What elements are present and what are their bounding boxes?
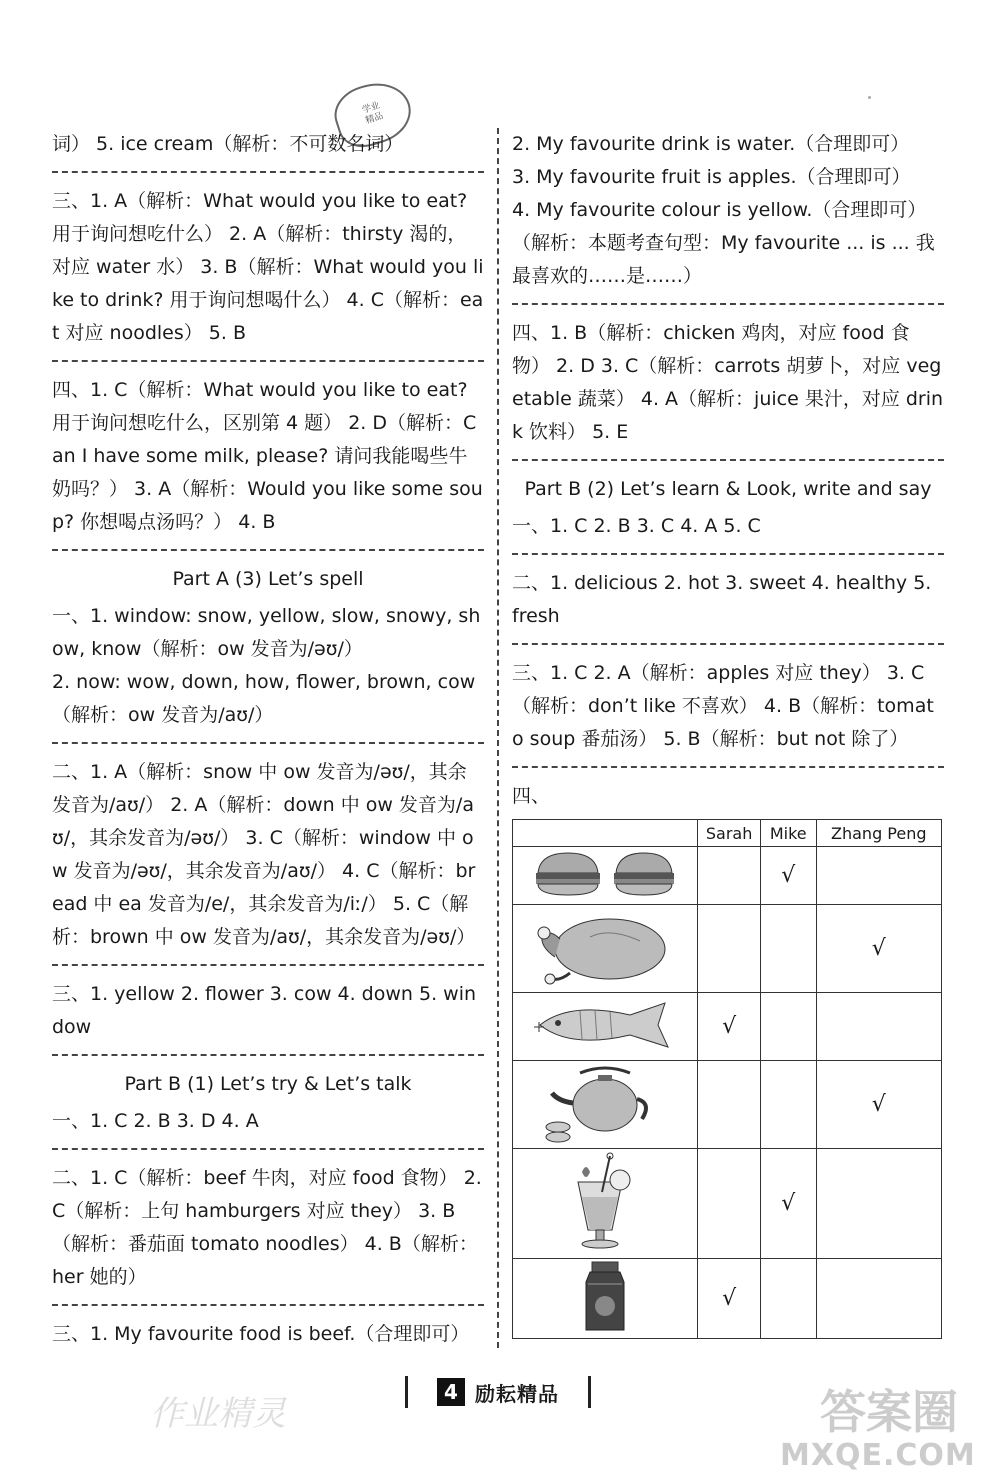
section-heading: Part B (2) Let’s learn & Look, write and say — [524, 478, 932, 500]
table-row — [513, 993, 942, 1061]
table-header-cell: Sarah — [698, 820, 761, 847]
answer-paragraph: 三、1. C 2. A（解析：apples 对应 they） 3. C（解析：don’t like 不喜欢） 4. B（解析：tomato soup 番茄汤） 5. B（解析：but not 除了） — [512, 662, 934, 750]
section-heading: Part B (1) Let’s try & Let’s talk — [124, 1073, 412, 1095]
watermark-right: 答案圈 — [820, 1385, 958, 1439]
answer-paragraph: 一、1. C 2. B 3. C 4. A 5. C — [512, 515, 761, 537]
dashed-separator — [52, 964, 484, 966]
dashed-separator — [52, 549, 484, 551]
answer-paragraph: 二、1. A（解析：snow 中 ow 发音为/əʊ/，其余发音为/aʊ/） 2. A（解析：down 中 ow 发音为/aʊ/，其余发音为/əʊ/） 3. C（解析：window 中 ow 发音为/əʊ/，其余发音为/aʊ/） 4. C（解析：bread 中 ea 发音为/e/，其余发音为/iː/） 5. C（解析：brown 中 ow 发音为/aʊ/，其余发音为/əʊ/） — [52, 761, 476, 948]
check-cell: √ — [698, 1259, 761, 1339]
check-cell — [698, 1061, 761, 1149]
check-cell — [698, 905, 761, 993]
check-cell: √ — [816, 905, 941, 993]
answer-paragraph: 一、1. C 2. B 3. D 4. A — [52, 1110, 259, 1132]
answer-paragraph: 3. My favourite fruit is apples.（合理即可） — [512, 166, 911, 188]
check-cell — [760, 1259, 816, 1339]
footer — [0, 1376, 1000, 1473]
check-cell — [760, 905, 816, 993]
answer-paragraph: 四、1. C（解析：What would you like to eat? 用于询问想吃什么，区别第 4 题） 2. D（解析：Can I have some milk, please? 请问我能喝些牛奶吗？） 3. A（解析：Would you like some soup? 你想喝点汤吗？） 4. B — [52, 379, 483, 533]
fish-icon — [513, 993, 698, 1061]
answer-paragraph: 二、1. delicious 2. hot 3. sweet 4. healthy 5. fresh — [512, 572, 932, 627]
check-cell: √ — [816, 1061, 941, 1149]
check-cell: √ — [760, 847, 816, 905]
check-cell — [816, 993, 941, 1061]
check-cell — [816, 1149, 941, 1259]
check-cell — [760, 993, 816, 1061]
answer-paragraph: 4. My favourite colour is yellow.（合理即可）（解析：本题考查句型：My favourite ... is ... 我最喜欢的……是……） — [512, 199, 935, 287]
check-cell — [816, 1259, 941, 1339]
check-cell — [698, 847, 761, 905]
table-row — [513, 1149, 942, 1259]
right-column — [512, 128, 944, 1339]
milk-bottle-icon — [513, 1259, 698, 1339]
dashed-separator — [512, 303, 944, 305]
table-row — [513, 1061, 942, 1149]
section-heading: Part A (3) Let’s spell — [172, 568, 364, 590]
dashed-separator — [512, 766, 944, 768]
answer-paragraph: 三、1. My favourite food is beef.（合理即可） — [52, 1323, 470, 1345]
answer-paragraph: 三、1. A（解析：What would you like to eat? 用于询问想吃什么） 2. A（解析：thirsty 渴的，对应 water 水） 3. B（解析：What would you like to drink? 用于询问想喝什么） 4. C（解析：eat 对应 noodles） 5. B — [52, 190, 484, 344]
dashed-separator — [512, 643, 944, 645]
table-row — [513, 847, 942, 905]
dashed-separator — [52, 171, 484, 173]
left-column — [52, 128, 484, 1351]
food-preference-table — [512, 819, 942, 1339]
column-divider — [497, 128, 499, 1348]
dashed-separator — [52, 1054, 484, 1056]
juice-glass-icon — [513, 1149, 698, 1259]
roast-chicken-icon — [513, 905, 698, 993]
check-cell — [698, 1149, 761, 1259]
check-cell: √ — [698, 993, 761, 1061]
dashed-separator — [512, 553, 944, 555]
dashed-separator — [52, 1148, 484, 1150]
answer-paragraph: 一、1. window: snow, yellow, slow, snowy, show, know（解析：ow 发音为/əʊ/） — [52, 605, 481, 660]
answer-paragraph: 2. now: wow, down, how, flower, brown, cow（解析：ow 发音为/aʊ/） — [52, 671, 476, 726]
table-header-cell: Mike — [760, 820, 816, 847]
table-header-cell: Zhang Peng — [816, 820, 941, 847]
answer-paragraph: 2. My favourite drink is water.（合理即可） — [512, 133, 910, 155]
watermark-left: 作业精灵 — [150, 1394, 286, 1434]
page-number-box — [405, 1376, 591, 1408]
table-row — [513, 905, 942, 993]
answer-paragraph: 词） 5. ice cream（解析：不可数名词） — [52, 133, 404, 155]
dashed-separator — [52, 742, 484, 744]
answer-paragraph: 三、1. yellow 2. flower 3. cow 4. down 5. window — [52, 983, 477, 1038]
answer-paragraph: 二、1. C（解析：beef 牛肉，对应 food 食物） 2. C（解析：上句 hamburgers 对应 they） 3. B（解析：番茄面 tomato noodles） 4. B（解析：her 她的） — [52, 1167, 482, 1288]
table-row — [513, 1259, 942, 1339]
publisher-seal-logo: 学业 精品 — [328, 74, 419, 155]
hamburgers-icon — [513, 847, 698, 905]
table-header-row — [513, 820, 942, 847]
dashed-separator — [52, 1304, 484, 1306]
table-header-cell — [513, 820, 698, 847]
dashed-separator — [52, 360, 484, 362]
check-cell: √ — [760, 1149, 816, 1259]
brand-name: 励耘精品 — [475, 1381, 559, 1406]
answer-paragraph: 四、1. B（解析：chicken 鸡肉，对应 food 食物） 2. D 3. C（解析：carrots 胡萝卜，对应 vegetable 蔬菜） 4. A（解析：juice 果汁，对应 drink 饮料） 5. E — [512, 322, 944, 443]
watermark-url: MXQE.COM — [780, 1438, 976, 1473]
teapot-icon — [513, 1061, 698, 1149]
page-number: 4 — [437, 1378, 465, 1406]
speck — [868, 96, 871, 99]
table-section-label: 四、 — [512, 785, 551, 807]
dashed-separator — [512, 459, 944, 461]
check-cell — [816, 847, 941, 905]
check-cell — [760, 1061, 816, 1149]
